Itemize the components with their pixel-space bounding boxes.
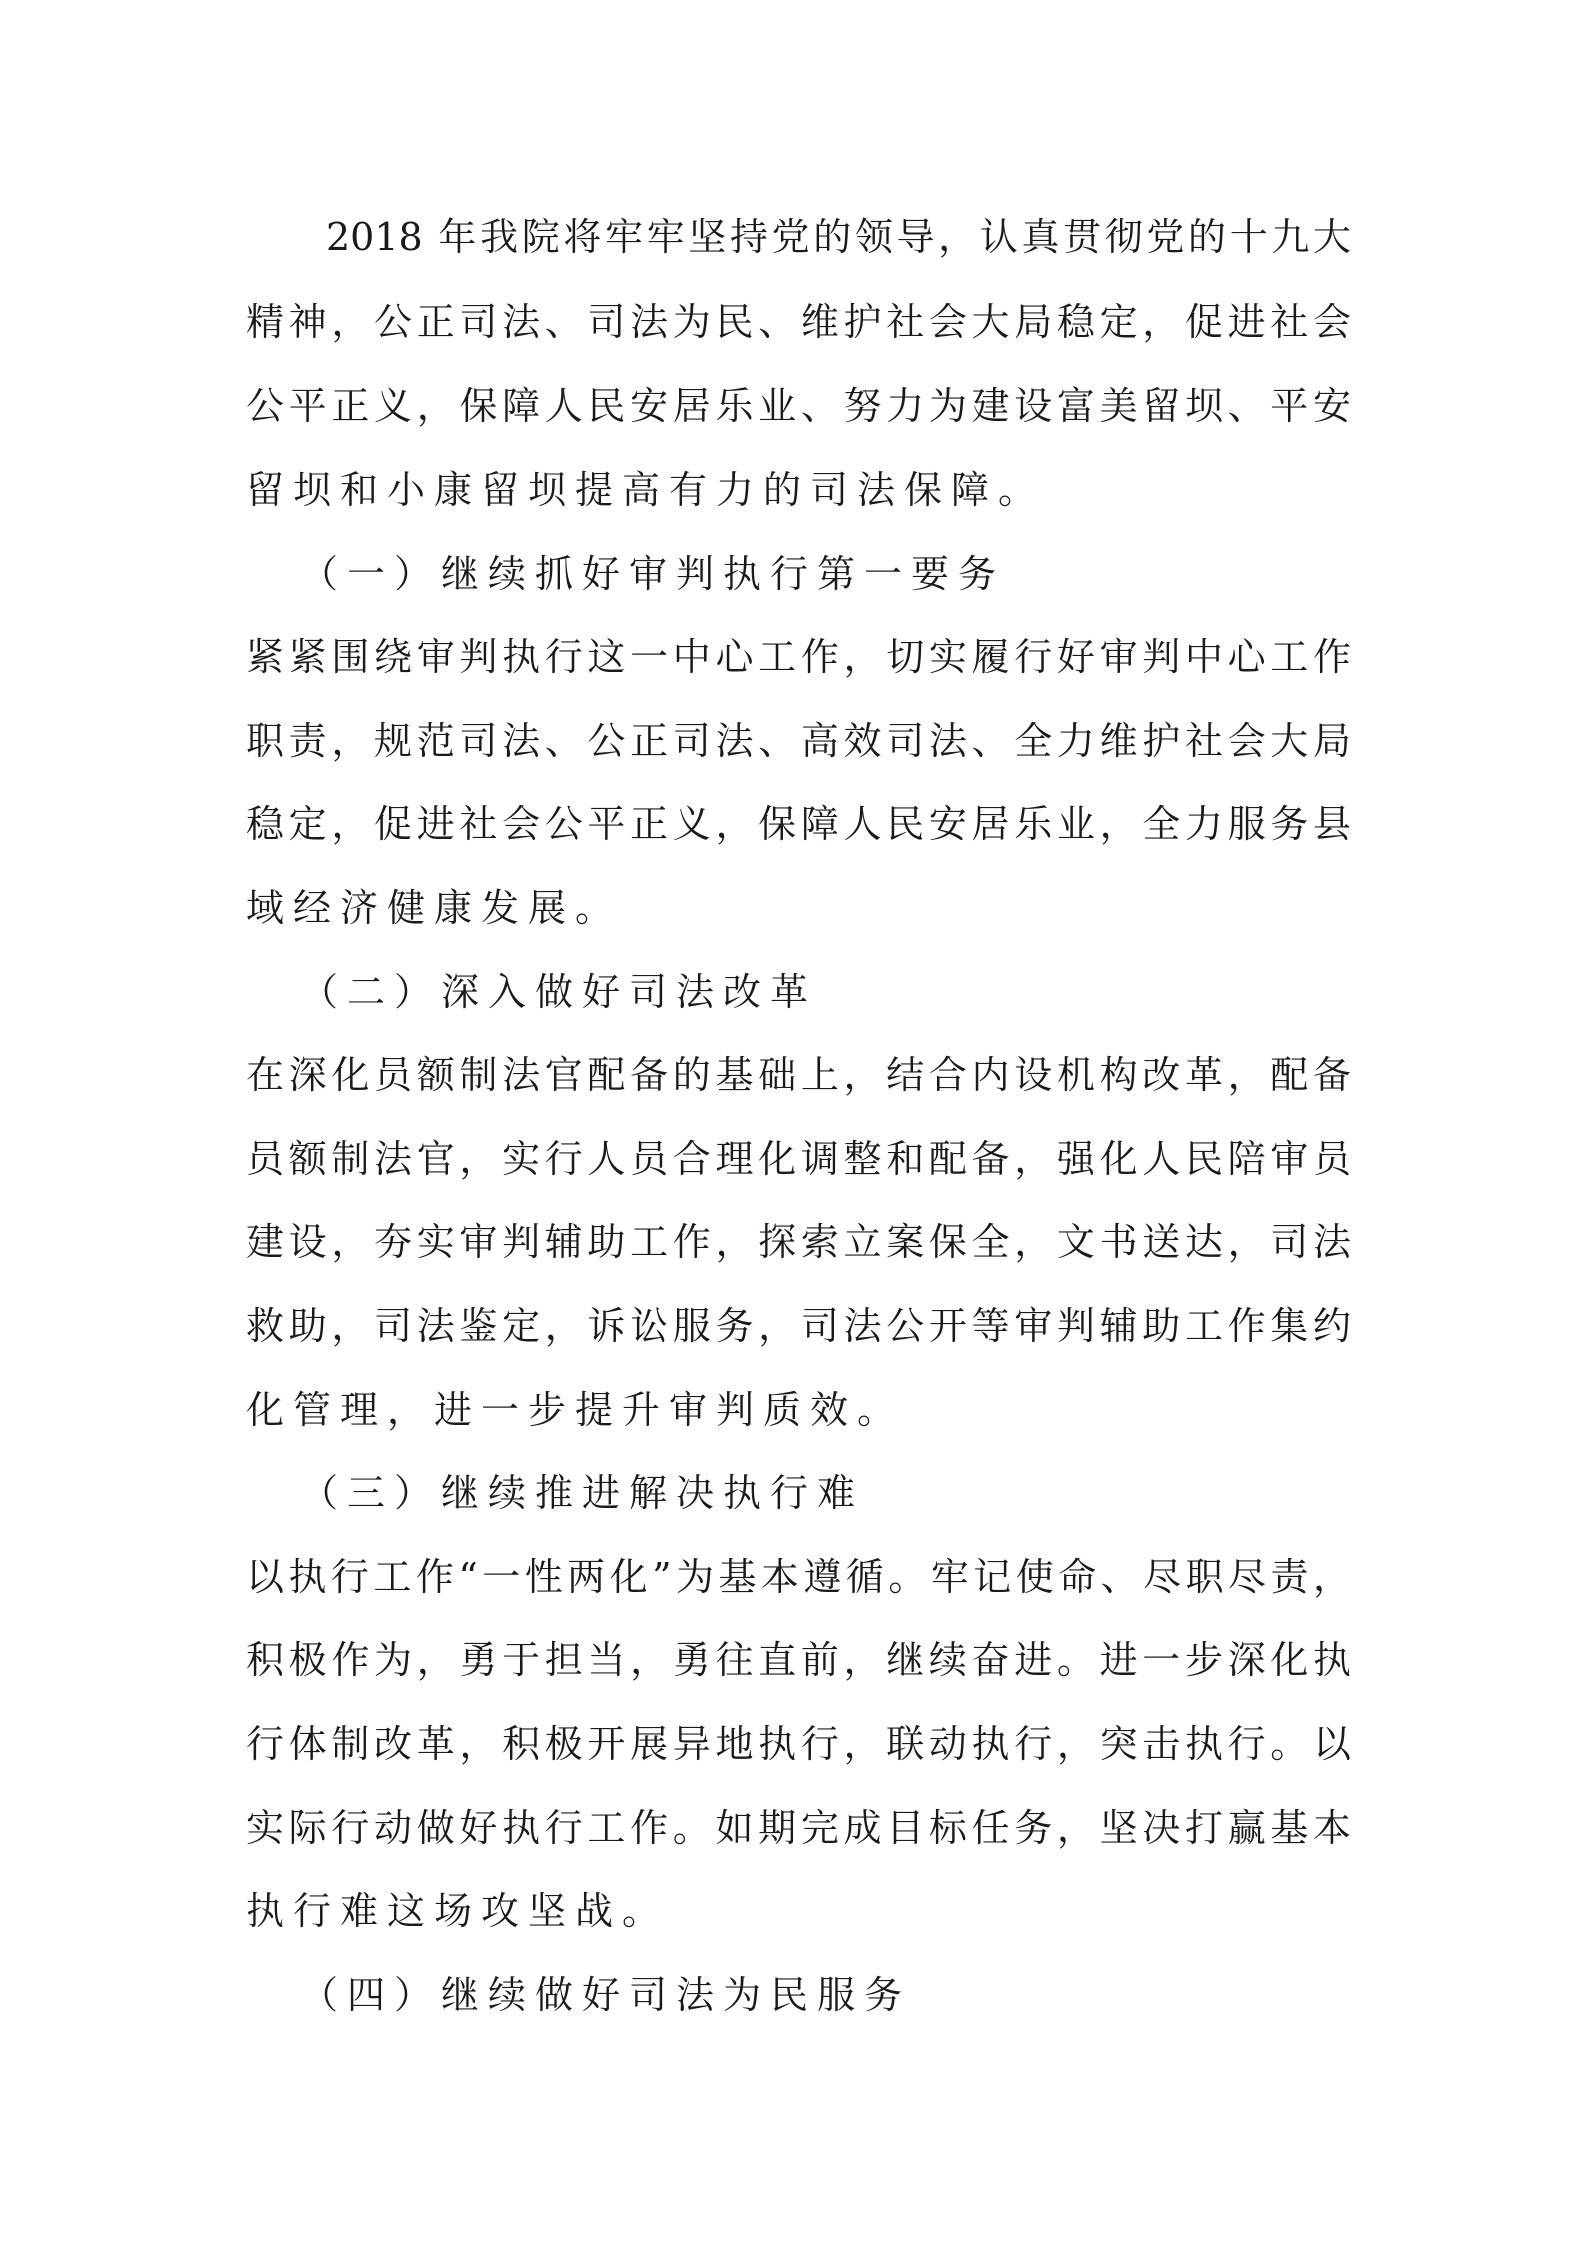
intro-line-4: 留坝和小康留坝提高有力的司法保障。 — [246, 468, 1046, 512]
intro-line-1: 2018 年我院将牢牢坚持党的领导，认真贯彻党的十九大 — [326, 215, 1351, 259]
section-4-heading: （四）继续做好司法为民服务 — [300, 1973, 912, 2017]
intro-line-2: 精神，公正司法、司法为民、维护社会大局稳定，促进社会 — [246, 300, 1351, 344]
section-3-line-2: 积极作为，勇于担当，勇往直前，继续奋进。进一步深化执 — [246, 1638, 1351, 1682]
section-2-line-4: 救助，司法鉴定，诉讼服务，司法公开等审判辅助工作集约 — [246, 1304, 1351, 1348]
section-2-heading: （二）深入做好司法改革 — [300, 970, 818, 1014]
section-2-line-2: 员额制法官，实行人员合理化调整和配备，强化人民陪审员 — [246, 1137, 1351, 1181]
section-2-line-5: 化管理，进一步提升审判质效。 — [246, 1388, 905, 1432]
section-1-heading: （一）继续抓好审判执行第一要务 — [300, 552, 1006, 596]
section-3-line-5: 执行难这场攻坚战。 — [246, 1889, 670, 1933]
section-1-line-3: 稳定，促进社会公平正义，保障人民安居乐业，全力服务县 — [246, 802, 1351, 846]
section-3-line-3: 行体制改革，积极开展异地执行，联动执行，突击执行。以 — [246, 1722, 1351, 1766]
intro-line-3: 公平正义，保障人民安居乐业、努力为建设富美留坝、平安 — [246, 384, 1351, 428]
section-3-line-1: 以执行工作“一性两化”为基本遵循。牢记使命、尽职尽责， — [246, 1555, 1351, 1599]
section-3-line-4: 实际行动做好执行工作。如期完成目标任务，坚决打赢基本 — [246, 1806, 1351, 1850]
section-3-heading: （三）继续推进解决执行难 — [300, 1471, 865, 1515]
section-2-line-3: 建设，夯实审判辅助工作，探索立案保全，文书送达，司法 — [246, 1220, 1351, 1264]
section-1-line-2: 职责，规范司法、公正司法、高效司法、全力维护社会大局 — [246, 719, 1351, 763]
section-1-line-4: 域经济健康发展。 — [246, 886, 623, 930]
section-1-line-1: 紧紧围绕审判执行这一中心工作，切实履行好审判中心工作 — [246, 635, 1351, 679]
section-2-line-1: 在深化员额制法官配备的基础上，结合内设机构改革，配备 — [246, 1053, 1351, 1097]
